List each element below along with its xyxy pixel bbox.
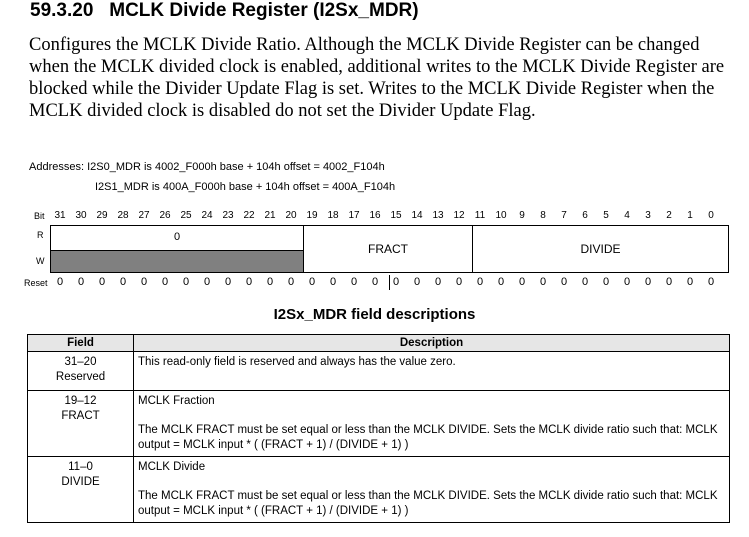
description-cell: [134, 352, 730, 391]
reset-halfword-divider: [389, 275, 390, 290]
reserved-read-field: [50, 225, 304, 251]
bit-number: 1: [687, 210, 693, 221]
field-bits: 11–0: [68, 461, 93, 473]
field-bits: 19–12: [64, 395, 97, 407]
bit-number: 5: [603, 210, 609, 221]
description-cell: [134, 457, 730, 523]
field-title: MCLK Fraction: [138, 395, 215, 407]
bit-number: 7: [561, 210, 567, 221]
reset-value: 0: [518, 276, 526, 288]
field-cell: [28, 352, 134, 391]
addresses-label: Addresses:: [29, 161, 85, 173]
table-row: [28, 457, 730, 523]
section-heading: [30, 0, 419, 22]
reset-value: 0: [245, 276, 253, 288]
reserved-write-field: [50, 250, 304, 273]
bit-number-row: [0, 210, 749, 222]
bit-number: 12: [453, 210, 465, 221]
bit-number: 26: [159, 210, 171, 221]
reset-value: 0: [476, 276, 484, 288]
reset-value: 0: [350, 276, 358, 288]
read-row-label: R: [37, 230, 44, 240]
bit-number: 30: [75, 210, 87, 221]
header-description: Description: [134, 335, 730, 352]
table-caption: I2Sx_MDR field descriptions: [273, 306, 476, 323]
bit-number: 11: [474, 210, 486, 221]
table-row: [28, 391, 730, 457]
addresses-line-1: [29, 161, 385, 173]
reset-value: 0: [560, 276, 568, 288]
reset-value: 0: [623, 276, 631, 288]
reset-value: 0: [98, 276, 106, 288]
bit-number: 2: [666, 210, 672, 221]
bit-number: 31: [54, 210, 66, 221]
bit-number: 14: [411, 210, 423, 221]
reset-value: 0: [455, 276, 463, 288]
reset-value: 0: [539, 276, 547, 288]
reset-value: 0: [182, 276, 190, 288]
bit-number: 3: [645, 210, 651, 221]
bit-number: 19: [306, 210, 318, 221]
reset-value: 0: [287, 276, 295, 288]
bit-number: 21: [264, 210, 276, 221]
write-row-label: W: [36, 256, 45, 266]
divide-field: [472, 225, 729, 273]
bit-number: 25: [180, 210, 192, 221]
field-cell: [28, 391, 134, 457]
reset-value: 0: [581, 276, 589, 288]
field-name: FRACT: [61, 410, 100, 422]
fract-field: [303, 225, 473, 273]
bit-number: 9: [519, 210, 525, 221]
reset-value: 0: [266, 276, 274, 288]
divide-field-label: DIVIDE: [580, 242, 621, 256]
bit-number: 15: [390, 210, 402, 221]
bit-number: 13: [432, 210, 444, 221]
table-header-row: [28, 335, 730, 352]
field-title: MCLK Divide: [138, 461, 206, 473]
bit-number: 6: [582, 210, 588, 221]
reset-value: 0: [371, 276, 379, 288]
bit-number: 20: [285, 210, 297, 221]
field-description: The MCLK FRACT must be set equal or less than the MCLK DIVIDE. Sets the MCLK divide ratio such that: MCLK output = MCLK input * ( (FRACT + 1) / (DIVIDE + 1) ): [138, 490, 718, 517]
field-description: The MCLK FRACT must be set equal or less than the MCLK DIVIDE. Sets the MCLK divide ratio such that: MCLK output = MCLK input * ( (FRACT + 1) / (DIVIDE + 1) ): [138, 424, 718, 451]
field-bits: 31–20: [64, 356, 97, 368]
bit-row-label: Bit: [34, 211, 45, 221]
header-field: Field: [28, 335, 134, 352]
reset-value: 0: [119, 276, 127, 288]
table-row: [28, 352, 730, 391]
bit-number: 8: [540, 210, 546, 221]
address-i2s1: I2S1_MDR is 400A_F000h base + 104h offset = 400A_F104h: [95, 181, 396, 193]
bit-number: 17: [348, 210, 360, 221]
field-cell: [28, 457, 134, 523]
bit-number: 4: [624, 210, 630, 221]
reset-value: 0: [77, 276, 85, 288]
reset-value: 0: [203, 276, 211, 288]
reset-value: 0: [140, 276, 148, 288]
bit-number: 0: [708, 210, 714, 221]
reset-value: 0: [644, 276, 652, 288]
bit-number: 24: [201, 210, 213, 221]
reset-value: 0: [707, 276, 715, 288]
reset-row-label: Reset: [24, 278, 48, 288]
section-number: 59.3.20: [30, 0, 94, 21]
intro-paragraph: Configures the MCLK Divide Ratio. Although the MCLK Divide Register can be changed when the MCLK divided clock is enabled, additional writes to the MCLK Divide Register are blocked while the Divider Update Flag is set. Writes to the MCLK Divide Register when the MCLK divided clock is disabled do not set the Divider Update Flag.: [29, 35, 725, 121]
field-name: Reserved: [55, 371, 106, 383]
description-cell: [134, 391, 730, 457]
field-description: This read-only field is reserved and always has the value zero.: [138, 356, 456, 368]
bit-number: 18: [327, 210, 339, 221]
reset-value: 0: [602, 276, 610, 288]
reset-value-row: [0, 276, 749, 290]
reset-value: 0: [665, 276, 673, 288]
reserved-value: 0: [173, 231, 181, 243]
reset-value: 0: [329, 276, 337, 288]
section-title: MCLK Divide Register (I2Sx_MDR): [109, 0, 419, 21]
bit-number: 28: [117, 210, 129, 221]
reset-value: 0: [497, 276, 505, 288]
bit-number: 29: [96, 210, 108, 221]
bit-number: 22: [243, 210, 255, 221]
reset-value: 0: [308, 276, 316, 288]
bit-number: 16: [369, 210, 381, 221]
reset-value: 0: [56, 276, 64, 288]
reset-value: 0: [434, 276, 442, 288]
reset-value: 0: [392, 276, 400, 288]
reset-value: 0: [413, 276, 421, 288]
fract-field-label: FRACT: [368, 242, 408, 256]
field-descriptions-table: [27, 334, 730, 523]
field-name: DIVIDE: [61, 476, 100, 488]
reset-value: 0: [686, 276, 694, 288]
reset-value: 0: [161, 276, 169, 288]
reset-value: 0: [224, 276, 232, 288]
bit-number: 23: [222, 210, 234, 221]
bit-number: 10: [495, 210, 507, 221]
bit-number: 27: [138, 210, 150, 221]
address-i2s0: I2S0_MDR is 4002_F000h base + 104h offset = 4002_F104h: [87, 161, 385, 173]
